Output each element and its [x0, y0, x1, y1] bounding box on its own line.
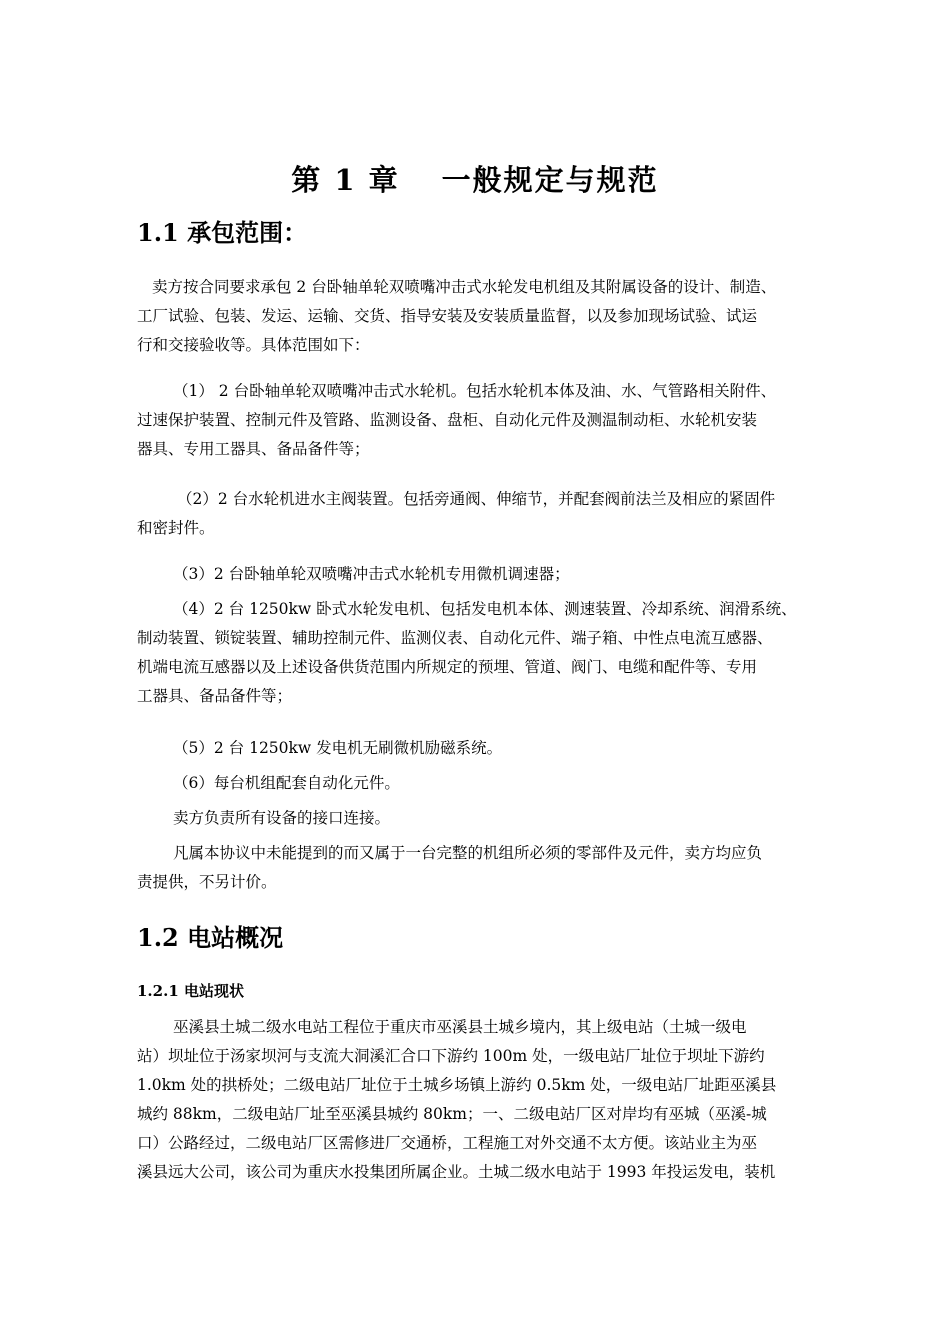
section-heading-1-2: 1.2 电站概况 [137, 923, 284, 952]
text-line: 站）坝址位于汤家坝河与支流大洞溪汇合口下游约 100m 处，一级电站厂址位于坝址下游约 [137, 1047, 765, 1065]
text-line: 工器具、备品备件等； [137, 687, 293, 705]
text-line: 器具、专用工器具、备品备件等； [137, 440, 370, 458]
text-line: 卖方负责所有设备的接口连接。 [173, 809, 391, 827]
paragraph-scope-intro [137, 273, 819, 360]
text-line: 机端电流互感器以及上述设备供货范围内所规定的预埋、管道、阀门、电缆和配件等、专用 [137, 658, 758, 676]
paragraph-item-2 [137, 485, 819, 543]
text-line: 卖方按合同要求承包 2 台卧轴单轮双喷嘴冲击式水轮发电机组及其附属设备的设计、制造、 [152, 278, 777, 296]
text-line: （5）2 台 1250kw 发电机无刷微机励磁系统。 [173, 739, 503, 757]
subsection-heading-1-2-1: 1.2.1 电站现状 [137, 982, 244, 1000]
text-line: 和密封件。 [137, 519, 215, 537]
text-line: 城约 88km，二级电站厂址至巫溪县城约 80km；一、二级电站厂区对岸均有巫城（巫溪-城 [137, 1105, 767, 1123]
text-line: 凡属本协议中未能提到的而又属于一台完整的机组所必须的零部件及元件，卖方均应负 [173, 844, 763, 862]
paragraph-interface [137, 804, 819, 833]
paragraph-item-5 [137, 734, 819, 763]
section-heading-1-1: 1.1 承包范围： [137, 218, 308, 247]
text-line: 1.0km 处的拱桥处；二级电站厂址位于土城乡场镇上游约 0.5km 处，一级电站厂址距巫溪县 [137, 1076, 777, 1094]
chapter-title-text: 一般规定与规范 [441, 163, 659, 197]
paragraph-item-6 [137, 769, 819, 798]
paragraph-item-4 [137, 595, 819, 711]
text-line: 制动装置、锁锭装置、辅助控制元件、监测仪表、自动化元件、端子箱、中性点电流互感器、 [137, 629, 773, 647]
paragraph-unlisted-parts [137, 839, 819, 897]
text-line: 责提供，不另计价。 [137, 873, 277, 891]
text-line: （3）2 台卧轴单轮双喷嘴冲击式水轮机专用微机调速器； [173, 565, 570, 583]
text-line: 工厂试验、包装、发运、运输、交货、指导安装及安装质量监督，以及参加现场试验、试运 [137, 307, 758, 325]
text-line: 行和交接验收等。具体范围如下： [137, 336, 370, 354]
text-line: （6）每台机组配套自动化元件。 [173, 774, 400, 792]
text-line: （2）2 台水轮机进水主阀装置。包括旁通阀、伸缩节，并配套阀前法兰及相应的紧固件 [177, 490, 776, 508]
paragraph-station-status [137, 1013, 819, 1187]
text-line: （4）2 台 1250kw 卧式水轮发电机、包括发电机本体、测速装置、冷却系统、润滑系统、 [173, 600, 797, 618]
text-line: 巫溪县土城二级水电站工程位于重庆市巫溪县土城乡境内，其上级电站（土城一级电 [173, 1018, 747, 1036]
text-line: 过速保护装置、控制元件及管路、监测设备、盘柜、自动化元件及测温制动柜、水轮机安装 [137, 411, 758, 429]
chapter-title [0, 160, 950, 200]
paragraph-item-1 [137, 377, 819, 464]
text-line: 溪县远大公司，该公司为重庆水投集团所属企业。土城二级水电站于 1993 年投运发电，装机 [137, 1163, 776, 1181]
text-line: （1） 2 台卧轴单轮双喷嘴冲击式水轮机。包括水轮机本体及油、水、气管路相关附件、 [173, 382, 777, 400]
text-line: 口）公路经过，二级电站厂区需修进厂交通桥，工程施工对外交通不太方便。该站业主为巫 [137, 1134, 758, 1152]
paragraph-item-3 [137, 560, 819, 589]
chapter-number: 第 1 章 [291, 163, 400, 197]
